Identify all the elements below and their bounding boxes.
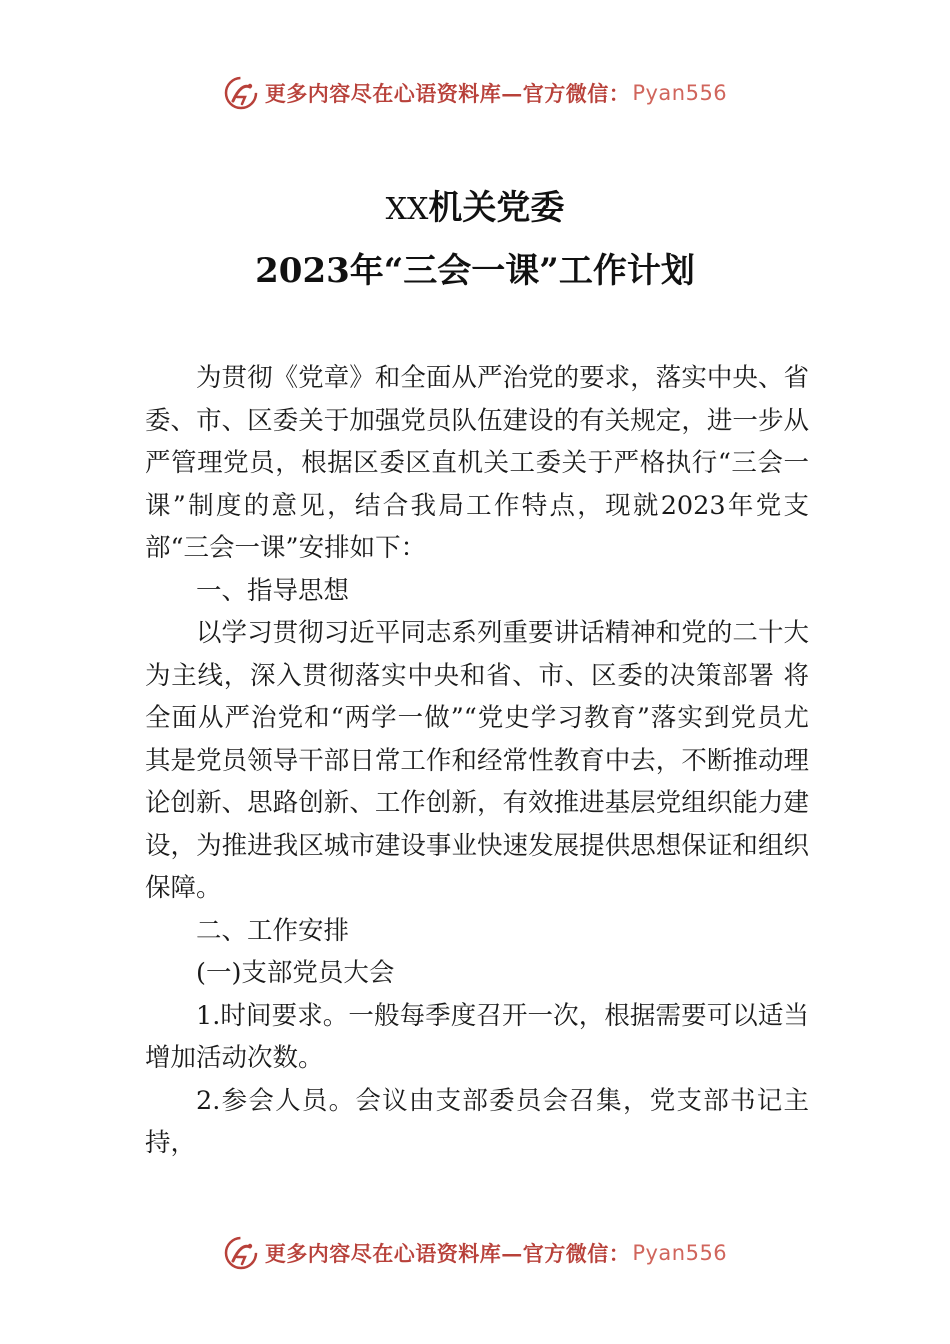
document-body: [145, 357, 809, 1165]
document-title-line1: [0, 180, 950, 229]
heading-guiding-ideology: 一、指导思想: [196, 575, 350, 606]
paragraph-time-requirement: 1.时间要求。一般每季度召开一次，根据需要可以适当增加活动次数。: [145, 1000, 809, 1073]
paragraph-guiding-ideology: 以学习贯彻习近平同志系列重要讲话精神和党的二十大为主线，深入贯彻落实中央和省、市、区委的决策部署 将全面从严治党和“两学一做”“党史学习教育”落实到党员尤其是党员领导干部日常工作和经常性教育中去，不断推动理论创新、思路创新、工作创新，有效推进基层党组织能力建设，为推进我区城市建设事业快速发展提供思想保证和组织保障。: [145, 618, 809, 903]
subheading-branch-meeting: (一)支部党员大会: [196, 958, 395, 988]
paragraph-attendees: 2.参会人员。会议由支部委员会召集，党支部书记主持，: [145, 1085, 809, 1158]
watermark-text: 更多内容尽在心语资料库—官方微信：: [264, 81, 631, 106]
title-org: 机关党委: [428, 188, 565, 228]
paragraph-intro: 为贯彻《党章》和全面从严治党的要求，落实中央、省委、市、区委关于加强党员队伍建设的有关规定，进一步从严管理党员，根据区委区直机关工委关于严格执行“三会一课”制度的意见，结合我局工作特点，现就2023年党支部“三会一课”安排如下：: [145, 363, 809, 563]
document-title-line2: 2023年“三会一课”工作计划: [255, 251, 695, 291]
title-prefix: XX: [385, 192, 429, 227]
watermark-wechat-id: Pyan556: [632, 1241, 728, 1265]
watermark-wechat-id: Pyan556: [632, 81, 728, 105]
footer-watermark: [0, 1233, 950, 1273]
seal-logo-icon: [223, 75, 259, 111]
seal-logo-icon: [223, 1235, 259, 1271]
header-watermark: [0, 73, 950, 113]
heading-work-arrangement: 二、工作安排: [196, 915, 350, 946]
watermark-text: 更多内容尽在心语资料库—官方微信：: [264, 1241, 631, 1266]
